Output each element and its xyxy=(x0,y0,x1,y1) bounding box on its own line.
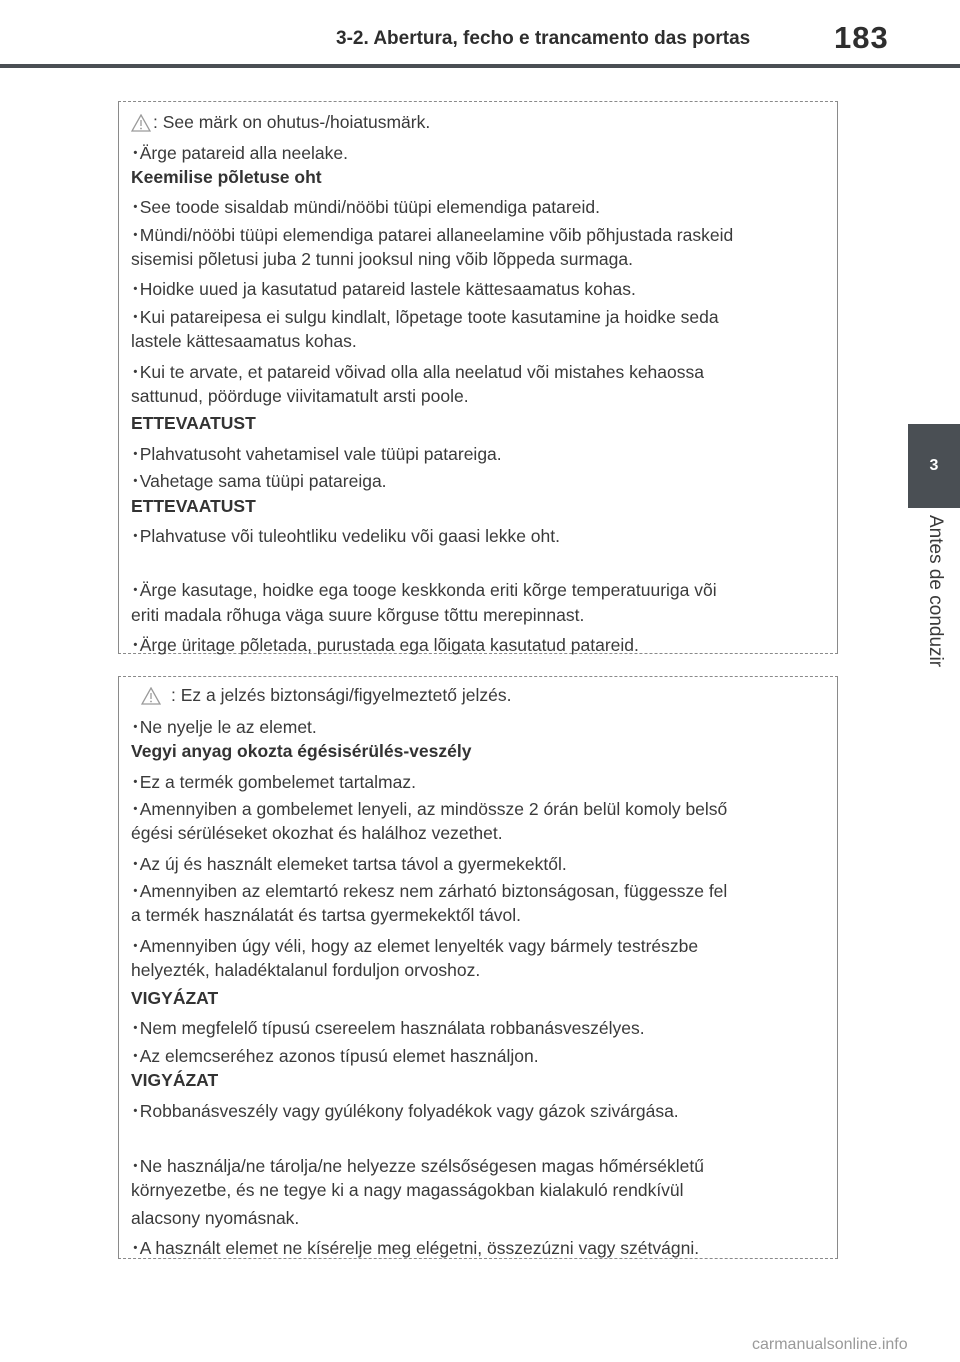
text-line: ･Kui te arvate, et patareid võivad olla alla neelatud või mistahes kehaossa xyxy=(131,362,704,382)
text-line: ･Plahvatusoht vahetamisel vale tüüpi patareiga. xyxy=(131,444,502,464)
text-line: lastele kättesaamatus kohas. xyxy=(131,331,357,351)
chapter-number: 3 xyxy=(929,457,939,474)
text-line: környezetbe, és ne tegye ki a nagy magasságokban kialakuló rendkívül xyxy=(131,1180,684,1200)
text-line: ･Ärge kasutage, hoidke ega tooge keskkonda eriti kõrge temperatuuriga või xyxy=(131,580,717,600)
text-line: ･A használt elemet ne kísérelje meg elégetni, összezúzni vagy szétvágni. xyxy=(131,1238,700,1258)
text-line: ･Mündi/nööbi tüüpi elemendiga patarei allaneelamine võib põhjustada raskeid xyxy=(131,225,734,245)
warning-box-hungarian xyxy=(118,676,838,1259)
warning-triangle-icon xyxy=(131,114,151,132)
section-heading: Vegyi anyag okozta égésisérülés-veszély xyxy=(131,741,472,761)
text-line: ･Robbanásveszély vagy gyúlékony folyadékok vagy gázok szivárgása. xyxy=(131,1101,679,1121)
warning-box-estonian xyxy=(118,101,838,654)
chapter-tab[interactable] xyxy=(908,424,960,508)
page-number: 183 xyxy=(834,20,889,55)
text-line: ･Amennyiben az elemtartó rekesz nem zárható biztonságosan, függessze fel xyxy=(131,881,728,901)
text-line: ･Az új és használt elemeket tartsa távol a gyermekektől. xyxy=(131,854,567,874)
text-line: a termék használatát és tartsa gyermekektől távol. xyxy=(131,905,522,925)
section-heading: Keemilise põletuse oht xyxy=(131,167,322,187)
text-line: égési sérüléseket okozhat és halálhoz vezethet. xyxy=(131,823,503,843)
warning-triangle-icon xyxy=(141,687,161,705)
text-line: sattunud, pöörduge viivitamatult arsti poole. xyxy=(131,386,469,406)
header-rule xyxy=(0,64,960,68)
section-heading: VIGYÁZAT xyxy=(131,1070,219,1090)
warning-intro xyxy=(131,112,430,133)
warning-intro-text: : Ez a jelzés biztonsági/figyelmeztető jelzés. xyxy=(171,685,512,705)
text-line: ･Ez a termék gombelemet tartalmaz. xyxy=(131,772,416,792)
text-line: ･Amennyiben a gombelemet lenyeli, az mindössze 2 órán belül komoly belső xyxy=(131,799,728,819)
section-heading: ETTEVAATUST xyxy=(131,496,256,516)
warning-intro xyxy=(141,685,511,706)
section-heading: ETTEVAATUST xyxy=(131,413,256,433)
warning-intro-text: : See märk on ohutus-/hoiatusmärk. xyxy=(153,112,431,132)
text-line: ･See toode sisaldab mündi/nööbi tüüpi elemendiga patareid. xyxy=(131,197,600,217)
text-line: eriti madala rõhuga väga suure kõrguse tõttu merepinnast. xyxy=(131,605,585,625)
text-line: helyezték, haladéktalanul forduljon orvoshoz. xyxy=(131,960,481,980)
section-title: 3-2. Abertura, fecho e trancamento das portas xyxy=(336,28,751,49)
text-line: ･Nem megfelelő típusú csereelem használata robbanásveszélyes. xyxy=(131,1018,645,1038)
text-line: ･Az elemcseréhez azonos típusú elemet használjon. xyxy=(131,1046,539,1066)
text-line: sisemisi põletusi juba 2 tunni jooksul ning võib lõppeda surmaga. xyxy=(131,249,633,269)
text-line: ･Ne nyelje le az elemet. xyxy=(131,717,317,737)
text-line: ･Vahetage sama tüüpi patareiga. xyxy=(131,471,387,491)
text-line: ･Ärge patareid alla neelake. xyxy=(131,143,348,163)
text-line: ･Kui patareipesa ei sulgu kindlalt, lõpetage toote kasutamine ja hoidke seda xyxy=(131,307,719,327)
chapter-label: Antes de conduzir xyxy=(925,515,946,668)
text-line: alacsony nyomásnak. xyxy=(131,1208,300,1228)
text-line: ･Hoidke uued ja kasutatud patareid lastele kättesaamatus kohas. xyxy=(131,279,636,299)
text-line: ･Plahvatuse või tuleohtliku vedeliku või gaasi lekke oht. xyxy=(131,526,560,546)
text-line: ･Ärge üritage põletada, purustada ega lõigata kasutatud patareid. xyxy=(131,635,639,655)
text-line: ･Amennyiben úgy véli, hogy az elemet lenyelték vagy bármely testrészbe xyxy=(131,936,699,956)
text-line: ･Ne használja/ne tárolja/ne helyezze szélsőségesen magas hőmérsékletű xyxy=(131,1156,704,1176)
section-heading: VIGYÁZAT xyxy=(131,988,219,1008)
site-watermark: carmanualsonline.info xyxy=(752,1336,908,1353)
